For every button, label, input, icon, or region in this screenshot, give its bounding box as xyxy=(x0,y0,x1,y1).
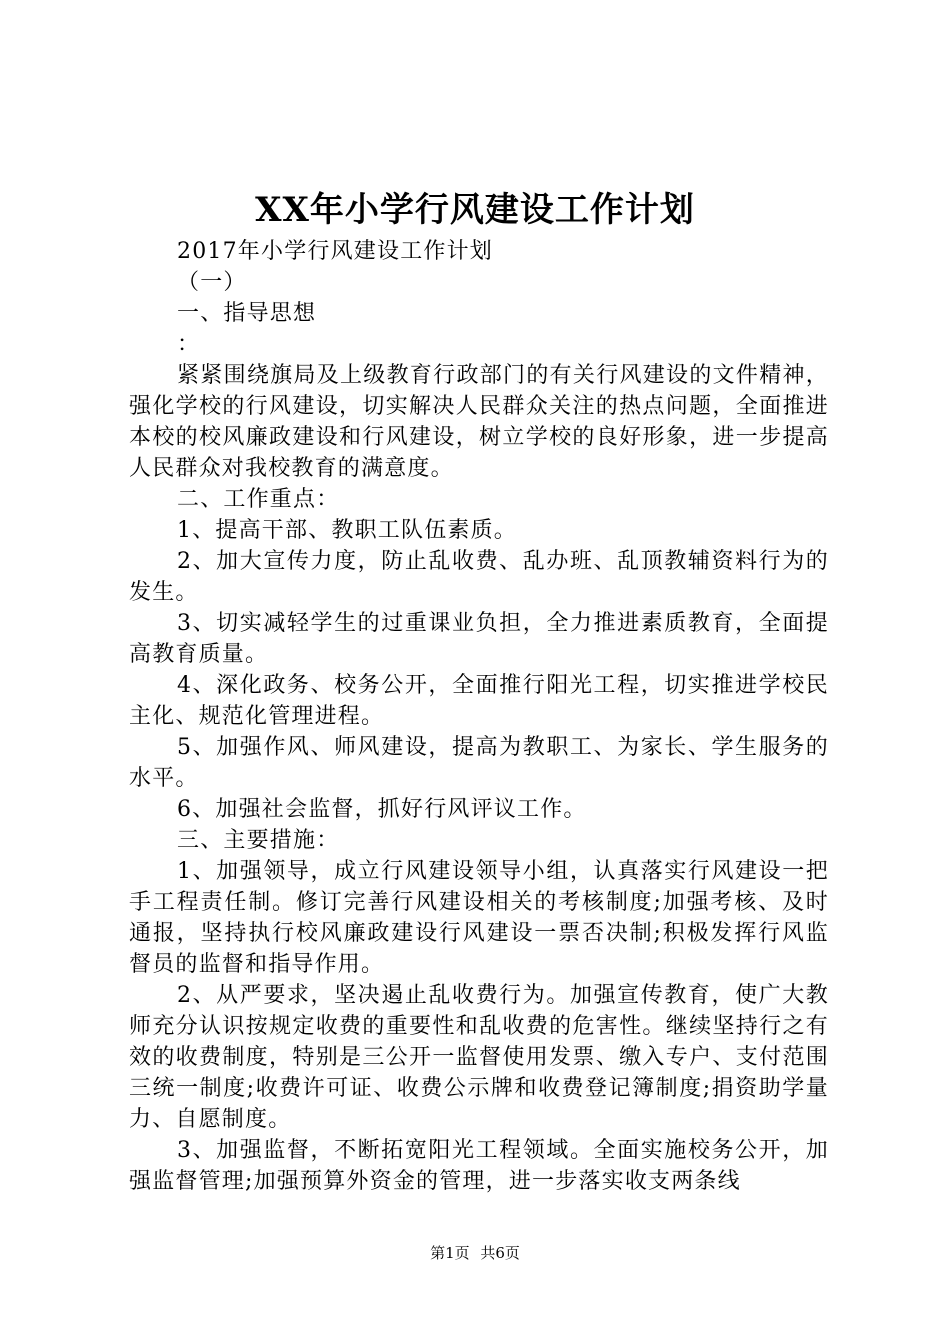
document-body xyxy=(129,236,829,1197)
work-focus-item: 5、加强作风、师风建设，提高为教职工、为家长、学生服务的水平。 xyxy=(129,735,829,791)
document-title: XX年小学行风建设工作计划 xyxy=(255,190,695,230)
section-heading-main-measures: 三、主要措施： xyxy=(177,828,340,853)
main-measure-item: 2、从严要求，坚决遏止乱收费行为。加强宣传教育，使广大教师充分认识按规定收费的重要性和乱收费的危害性。继续坚持行之有效的收费制度，特别是三公开一监督使用发票、缴入专户、支付范围三统一制度;收费许可证、收费公示牌和收费登记簿制度;捐资助学量力、自愿制度。 xyxy=(129,983,829,1132)
guiding-thought-paragraph: 紧紧围绕旗局及上级教育行政部门的有关行风建设的文件精神，强化学校的行风建设，切实解决人民群众关注的热点问题，全面推进本校的校风廉政建设和行风建设，树立学校的良好形象，进一步提高人民群众对我校教育的满意度。 xyxy=(129,363,829,481)
page-number-current: 第1页 xyxy=(430,1244,470,1262)
document-subtitle: 2017年小学行风建设工作计划 xyxy=(177,239,493,264)
main-measure-item: 1、加强领导，成立行风建设领导小组，认真落实行风建设一把手工程责任制。修订完善行风建设相关的考核制度;加强考核、及时通报，坚持执行校风廉政建设行风建设一票否决制;积极发挥行风监督员的监督和指导作用。 xyxy=(129,859,829,977)
main-measure-item: 3、加强监督，不断拓宽阳光工程领域。全面实施校务公开，加强监督管理;加强预算外资金的管理，进一步落实收支两条线 xyxy=(129,1138,829,1194)
section-heading-work-focus: 二、工作重点： xyxy=(177,487,340,512)
page-number-total: 共6页 xyxy=(480,1244,520,1262)
work-focus-item: 6、加强社会监督，抓好行风评议工作。 xyxy=(177,797,587,822)
work-focus-item: 1、提高干部、教职工队伍素质。 xyxy=(177,518,517,543)
section-heading-guiding-thought: 一、指导思想 xyxy=(177,301,317,326)
section-heading-colon: ： xyxy=(177,332,201,357)
work-focus-item: 4、深化政务、校务公开，全面推行阳光工程，切实推进学校民主化、规范化管理进程。 xyxy=(129,673,829,729)
work-focus-item: 3、切实减轻学生的过重课业负担，全力推进素质教育，全面提高教育质量。 xyxy=(129,611,829,667)
page-footer xyxy=(0,1243,950,1263)
work-focus-item: 2、加大宣传力度，防止乱收费、乱办班、乱顶教辅资料行为的发生。 xyxy=(129,549,829,605)
part-label: （一） xyxy=(177,270,247,295)
